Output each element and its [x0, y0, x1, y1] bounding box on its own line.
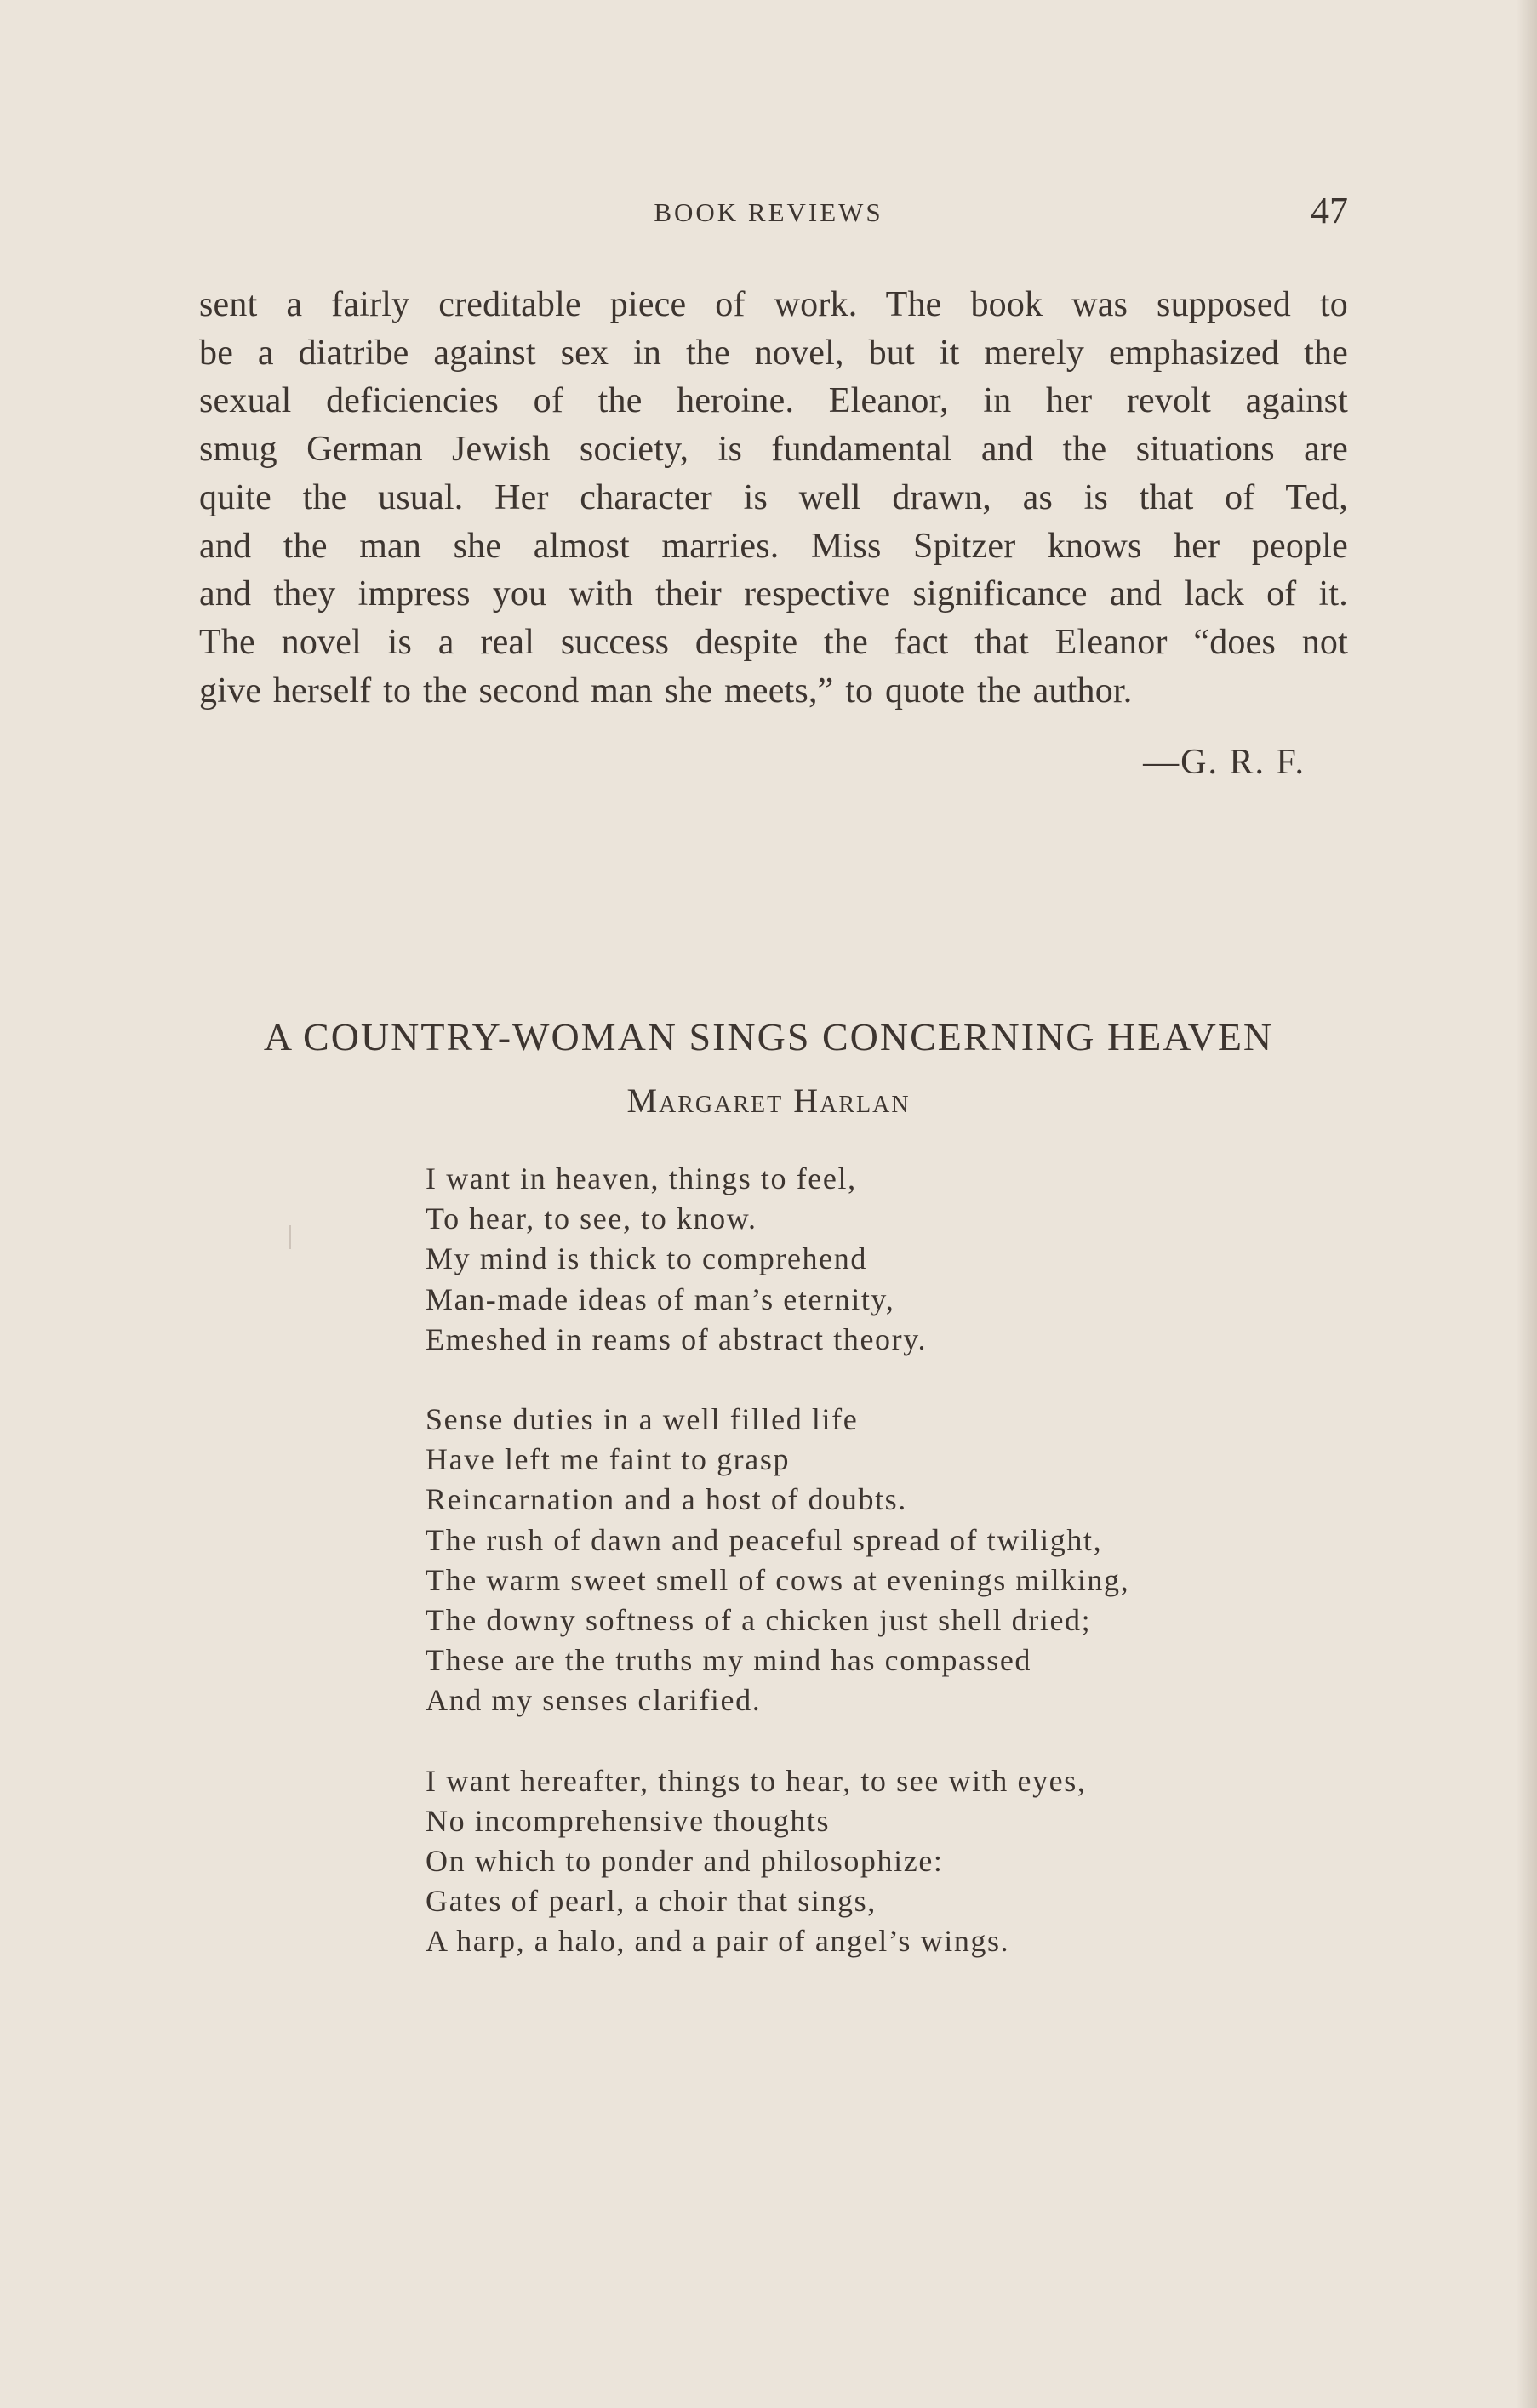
review-line: smug German Jewish society, is fundamental and the situations are: [199, 430, 1348, 470]
review-line: sent a fairly creditable piece of work. The book was supposed to: [199, 285, 1348, 324]
review-text: [199, 281, 1348, 715]
poem-line: The downy softness of a chicken just shell dried;: [426, 1603, 1092, 1638]
poem-line: No incomprehensive thoughts: [426, 1803, 831, 1838]
poem-line: Man-made ideas of man’s eternity,: [426, 1281, 895, 1316]
poem-line: I want hereafter, things to hear, to see with eyes,: [426, 1763, 1087, 1798]
poem-line: I want in heaven, things to feel,: [426, 1161, 857, 1195]
running-head: BOOK REVIEWS: [654, 197, 883, 227]
review-line: give herself to the second man she meets,” to quote the author.: [199, 670, 1133, 710]
review-line: The novel is a real success despite the fact that Eleanor “does not: [199, 622, 1348, 662]
poem-stanza: [426, 1159, 1362, 1360]
paper-mark: [289, 1225, 291, 1249]
poem-title: A COUNTRY-WOMAN SINGS CONCERNING HEAVEN: [263, 1015, 1274, 1058]
poem-line: My mind is thick to comprehend: [426, 1241, 867, 1276]
poem-stanza: [426, 1761, 1362, 1962]
review-line: and they impress you with their respective significance and lack of it.: [199, 574, 1348, 614]
poem-stanza: [426, 1400, 1362, 1721]
poem-author: Margaret Harlan: [626, 1081, 911, 1120]
poem-body: [426, 1159, 1362, 2002]
page-edge-shadow: [1517, 0, 1537, 2408]
review-line: be a diatribe against sex in the novel, but it merely emphasized the: [199, 333, 1348, 373]
poem-line: Sense duties in a well filled life: [426, 1402, 859, 1437]
poem-line: Gates of pearl, a choir that sings,: [426, 1884, 877, 1919]
poem-line: A harp, a halo, and a pair of angel’s wings.: [426, 1924, 1010, 1959]
poem-line: The warm sweet smell of cows at evenings milking,: [426, 1562, 1130, 1597]
poem-line: The rush of dawn and peaceful spread of twilight,: [426, 1522, 1103, 1557]
poem-line: Reincarnation and a host of doubts.: [426, 1482, 907, 1517]
review-line: quite the usual. Her character is well drawn, as is that of Ted,: [199, 477, 1348, 517]
poem-line: To hear, to see, to know.: [426, 1201, 757, 1236]
poem-line: Have left me faint to grasp: [426, 1442, 791, 1477]
page-number: 47: [1311, 190, 1348, 231]
poem-line: On which to ponder and philosophize:: [426, 1844, 944, 1879]
review-signature: —G. R. F.: [1143, 743, 1306, 782]
poem-line: Emeshed in reams of abstract theory.: [426, 1321, 928, 1356]
poem-line: And my senses clarified.: [426, 1683, 762, 1718]
review-line: sexual deficiencies of the heroine. Eleanor, in her revolt against: [199, 381, 1348, 421]
review-line: and the man she almost marries. Miss Spitzer knows her people: [199, 526, 1348, 566]
poem-line: These are the truths my mind has compassed: [426, 1643, 1032, 1678]
